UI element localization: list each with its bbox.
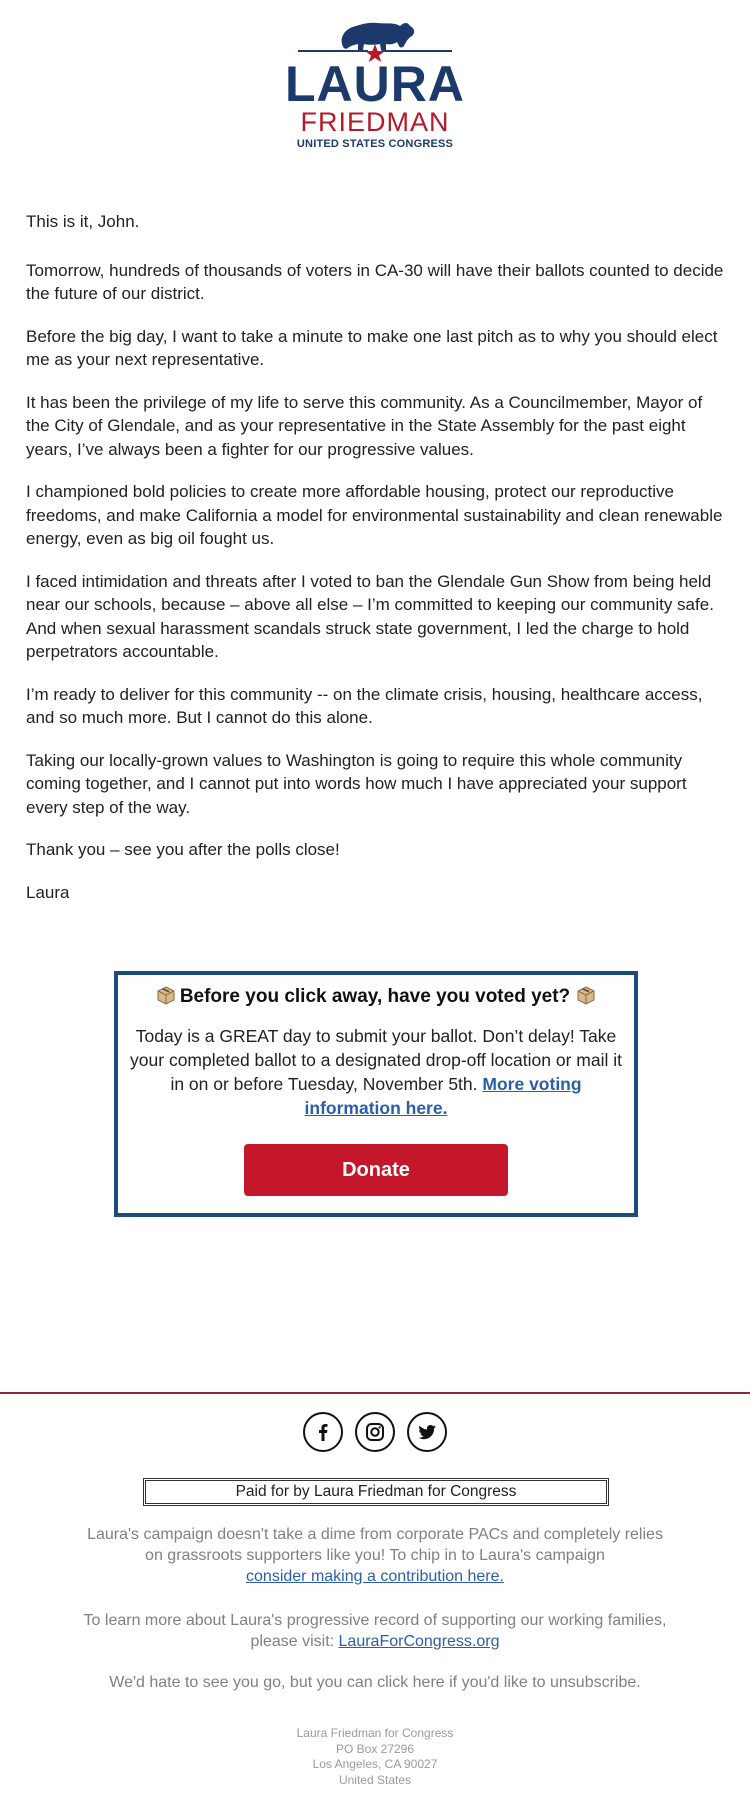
vote-body-text: Today is a GREAT day to submit your ballot. Don’t delay! Take your completed ballot to a designated drop-off location or mail it in on or before Tuesday, November 5th. [130,1026,622,1094]
letter-paragraph: I’m ready to deliver for this community -- on the climate crisis, housing, healthcare access, and so much more. But I cannot do this alone. [26,684,703,727]
bear-star-icon [290,14,460,62]
twitter-icon[interactable] [407,1412,447,1452]
instagram-icon[interactable] [355,1412,395,1452]
address-line: Laura Friedman for Congress [296,1726,454,1740]
letter-paragraph: Tomorrow, hundreds of thousands of voters in CA-30 will have their ballots counted to decide the future of our district. [26,260,724,303]
learn-more [80,1610,670,1652]
paid-for-disclaimer: Paid for by Laura Friedman for Congress [143,1478,609,1506]
letter-paragraph: Before the big day, I want to take a minute to make one last pitch as to why you should elect me as your next representative. [26,326,718,369]
letter-paragraph: Thank you – see you after the polls close! [26,840,340,859]
vote-reminder-box [114,971,638,1217]
letter-paragraph: Taking our locally-grown values to Washington is going to require this whole community coming together, and I cannot put into words how much I have appreciated your support every step of the way. [26,750,687,817]
signoff: Laura [26,882,70,902]
ballot-box-icon [576,985,596,1005]
social-links [0,1412,750,1452]
mailing-address [0,1726,750,1788]
voting-info-link[interactable]: More voting information here. [304,1074,582,1118]
logo-name-first: LAURA [285,56,465,112]
letter-paragraph: I faced intimidation and threats after I voted to ban the Glendale Gun Show from being held near our schools, because – above all else – I’m committed to keeping our community safe. And when sexual harassment scandals struck state government, I led the charge to hold perpetrators accountable. [26,571,714,661]
vote-text [130,1024,622,1120]
greeting: This is it, John. [26,212,140,231]
contribution-link[interactable]: consider making a contribution here. [246,1568,504,1585]
vote-title [118,984,634,1010]
learn-text: To learn more about Laura's progressive record of supporting our working families, please visit: [83,1612,667,1650]
facebook-icon[interactable] [303,1412,343,1452]
logo-subtitle: UNITED STATES CONGRESS [296,138,454,150]
footer-divider [0,1392,750,1394]
ballot-box-icon [156,985,176,1005]
address-line: Los Angeles, CA 90027 [312,1757,438,1771]
vote-title-text: Before you click away, have you voted yet? [179,986,571,1007]
pac-notice [80,1524,670,1587]
logo-name-last: FRIEDMAN [300,107,450,137]
campaign-logo [0,14,750,154]
letter-body [26,210,726,904]
address-line: PO Box 27296 [335,1741,415,1756]
pac-text: Laura's campaign doesn't take a dime from corporate PACs and completely relies on grassroots supporters like you! To chip in to Laura's campaign [87,1526,663,1564]
unsubscribe-text[interactable]: We'd hate to see you go, but you can click here if you'd like to unsubscribe. [109,1674,641,1691]
letter-paragraph: It has been the privilege of my life to serve this community. As a Councilmember, Mayor of the City of Glendale, and as your representative in the State Assembly for the past eight years, I’ve always been a fighter for our progressive values. [26,392,703,459]
website-link[interactable]: LauraForCongress.org [338,1633,500,1650]
donate-button[interactable]: Donate [244,1144,508,1196]
address-line: United States [338,1772,412,1787]
letter-paragraph: I championed bold policies to create more affordable housing, protect our reproductive freedoms, and make California a model for environmental sustainability and clean renewable energy, even as big oil fought us. [26,482,723,548]
